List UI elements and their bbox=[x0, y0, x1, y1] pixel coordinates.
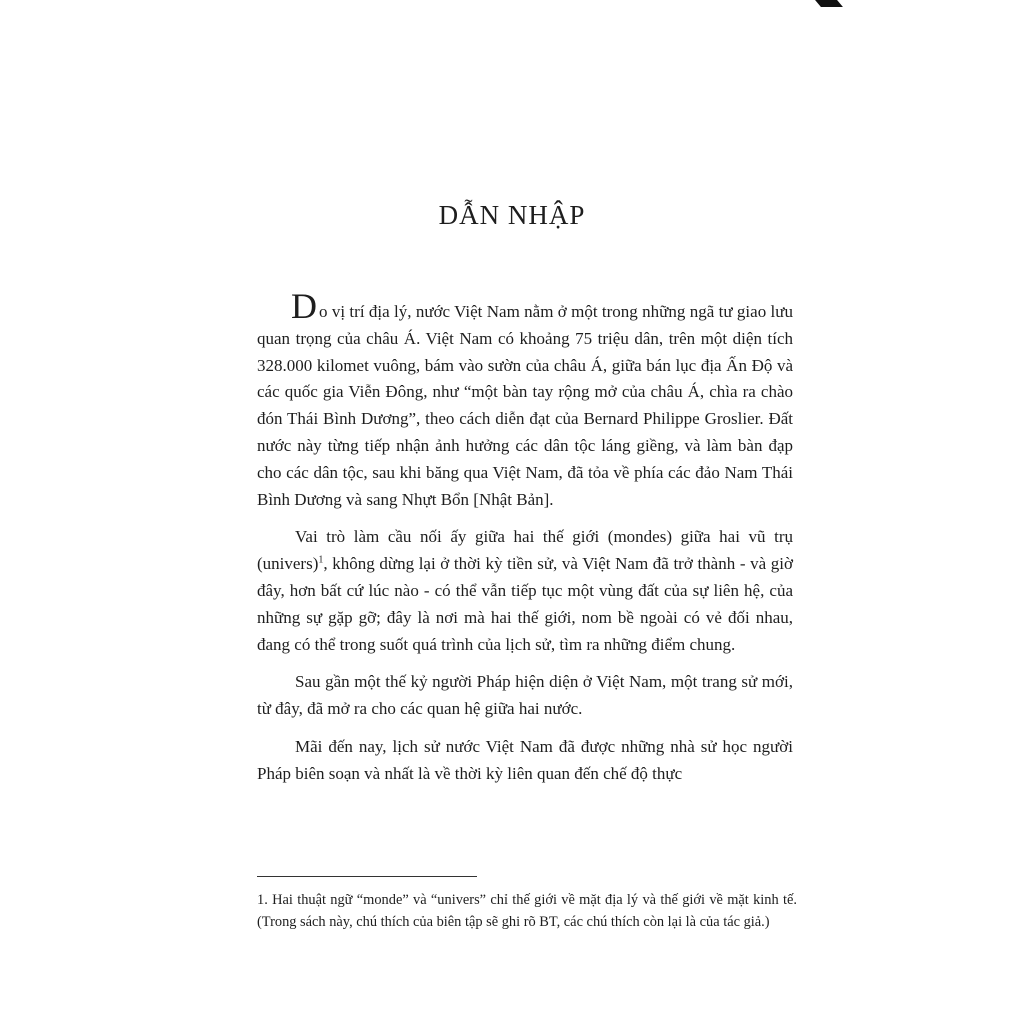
paragraph-1-text: o vị trí địa lý, nước Việt Nam nằm ở một trong những ngã tư giao lưu quan trọng của châu Á. Việt Nam có khoảng 75 triệu dân, trên một diện tích 328.000 kilomet vuông, bám vào sườn của châu Á, giữa bán lục địa Ấn Độ và các quốc gia Viễn Đông, như “một bàn tay rộng mở của châu Á, chìa ra chào đón Thái Bình Dương”, theo cách diễn đạt của Bernard Philippe Groslier. Đất nước này từng tiếp nhận ảnh hưởng các dân tộc láng giềng, và làm bàn đạp cho các dân tộc, sau khi băng qua Việt Nam, đã tỏa về phía các đảo Nam Thái Bình Dương và sang Nhựt Bổn [Nhật Bản]. bbox=[257, 302, 793, 509]
paragraph-3: Sau gần một thế kỷ người Pháp hiện diện ở Việt Nam, một trang sử mới, từ đây, đã mở ra cho các quan hệ giữa hai nước. bbox=[257, 672, 793, 719]
body-text bbox=[257, 286, 793, 799]
footnote-divider bbox=[257, 876, 477, 877]
paragraph-1 bbox=[257, 286, 793, 513]
footnote-ref: 1 bbox=[318, 554, 324, 566]
drop-cap: D bbox=[291, 286, 317, 326]
chapter-title: DẪN NHẬP bbox=[438, 200, 586, 230]
paragraph-2-text-b: , không dừng lại ở thời kỳ tiền sử, và Việt Nam đã trở thành - và giờ đây, hơn bất cứ lúc nào - có thể vẫn tiếp tục một vùng đất của sự liên hệ, của những sự gặp gỡ; đây là nơi mà hai thế giới, nom bề ngoài có vẻ đối nhau, đang có thể trong suốt quá trình của lịch sử, tìm ra những điểm chung. bbox=[257, 554, 793, 654]
corner-scan-mark bbox=[815, 0, 843, 7]
paragraph-4: Mãi đến nay, lịch sử nước Việt Nam đã được những nhà sử học người Pháp biên soạn và nhất là về thời kỳ liên quan đến chế độ thực bbox=[257, 736, 793, 783]
footnote: 1. Hai thuật ngữ “monde” và “univers” chỉ thế giới về mặt địa lý và thế giới về mặt kinh tế. (Trong sách này, chú thích của biên tập sẽ ghi rõ BT, các chú thích còn lại là của tác giả.) bbox=[257, 892, 797, 930]
paragraph-2-text-a: Vai trò làm cầu nối ấy giữa hai thế giới (mondes) giữa hai vũ trụ (univers) bbox=[257, 527, 793, 574]
paragraph-2 bbox=[257, 524, 793, 658]
